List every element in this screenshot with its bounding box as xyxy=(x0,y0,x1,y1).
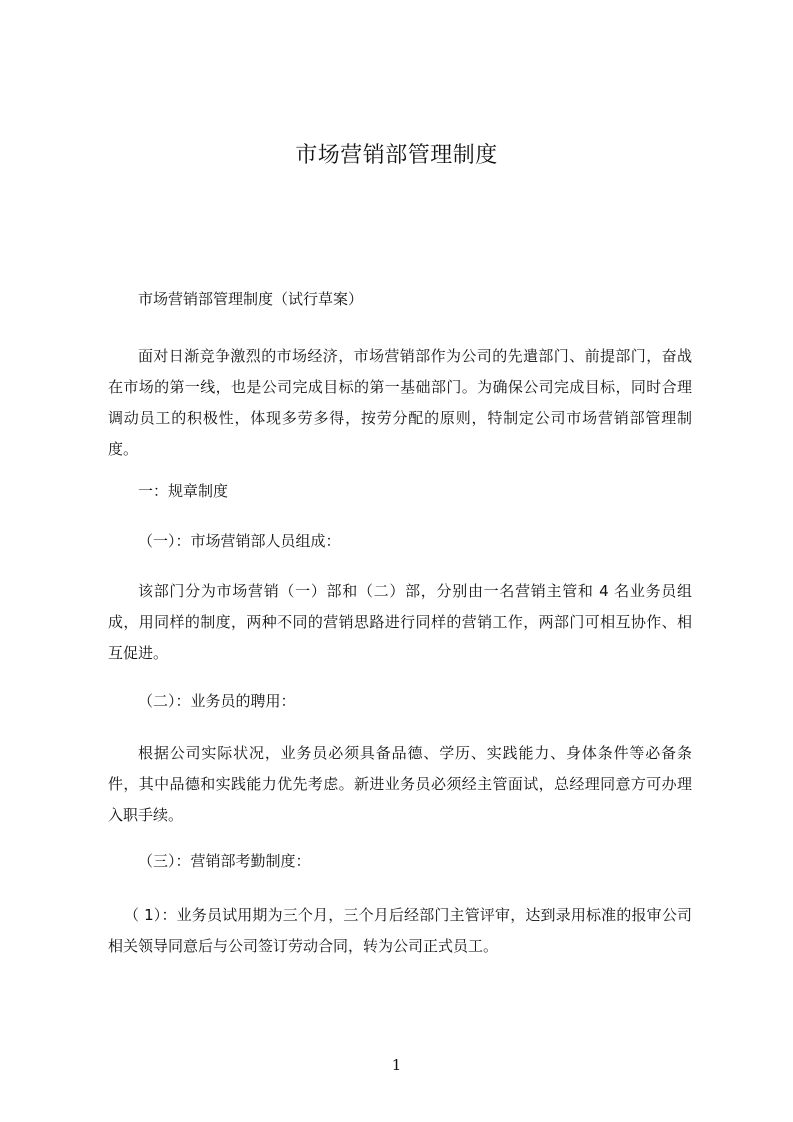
intro-paragraph: 面对日渐竞争激烈的市场经济，市场营销部作为公司的先遣部门、前提部门，奋战在市场的第一线，也是公司完成目标的第一基础部门。为确保公司完成目标，同时合理调动员工的积极性，体现多劳多得，按劳分配的原则，特制定公司市场营销部管理制度。 xyxy=(108,347,692,458)
document-subtitle: 市场营销部管理制度（试行草案） xyxy=(138,290,364,308)
staff-paragraph: 该部门分为市场营销（一）部和（二）部，分别由一名营销主管和 4 名业务员组成，用同样的制度，两种不同的营销思路进行同样的营销工作，两部门可相互协作、相互促进。 xyxy=(108,582,692,662)
subsection-heading-hiring: （二）：业务员的聘用： xyxy=(138,692,296,710)
subsection-heading-attendance: （三）：营销部考勤制度： xyxy=(138,852,311,870)
page-number: 1 xyxy=(391,1056,402,1074)
section-heading-rules: 一：规章制度 xyxy=(138,482,229,500)
subsection-heading-staff: （一）：市场营销部人员组成： xyxy=(138,532,341,550)
attendance-item-1: （ 1）：业务员试用期为三个月，三个月后经部门主管评审，达到录用标准的报审公司相关领导同意后与公司签订劳动合同，转为公司正式员工。 xyxy=(108,906,692,955)
document-title: 市场营销部管理制度 xyxy=(295,143,498,168)
hiring-paragraph: 根据公司实际状况，业务员必须具备品德、学历、实践能力、身体条件等必备条件，其中品德和实践能力优先考虑。新进业务员必须经主管面试，总经理同意方可办理入职手续。 xyxy=(108,744,692,824)
